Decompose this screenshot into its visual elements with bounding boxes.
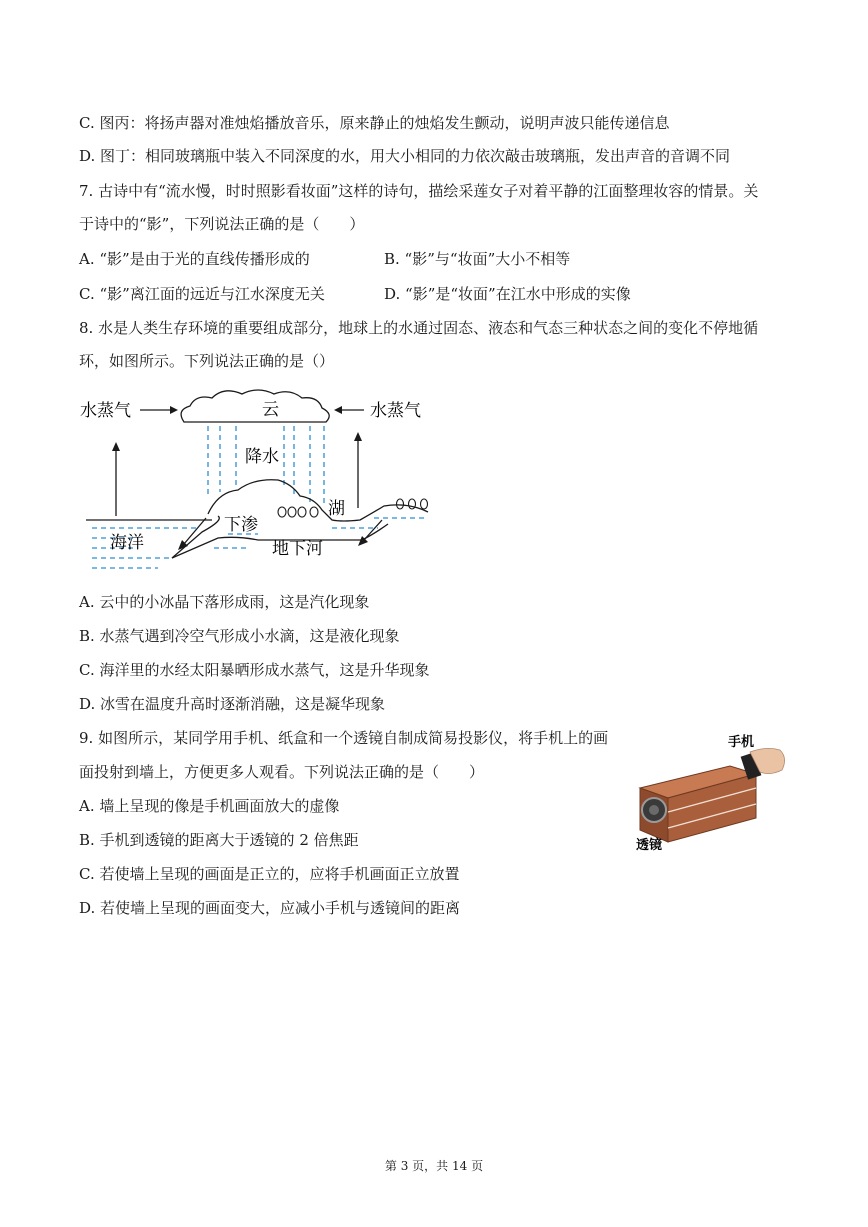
q8-option-d: D. 冰雪在温度升高时逐渐消融，这是凝华现象 (79, 695, 386, 713)
vapor-right-label: 水蒸气 (370, 401, 421, 421)
q8-option-b: B. 水蒸气遇到冷空气形成小水滴，这是液化现象 (79, 627, 400, 645)
q7-option-d: D. “影”是“妆面”在江水中形成的实像 (384, 285, 631, 303)
q9-option-a: A. 墙上呈现的像是手机画面放大的虚像 (79, 797, 340, 815)
vapor-left-label: 水蒸气 (80, 401, 131, 421)
q9-stem-line2: 面投射到墙上，方便更多人观看。下列说法正确的是（ ） (79, 763, 485, 781)
q7-stem-line2: 于诗中的“影”，下列说法正确的是（ ） (79, 215, 365, 233)
q8-option-c: C. 海洋里的水经太阳暴晒形成水蒸气，这是升华现象 (79, 661, 430, 679)
arrow-up-icon (354, 432, 362, 441)
q8-stem-line2: 环，如图所示。下列说法正确的是（） (79, 352, 335, 370)
page-number: 第 3 页，共 14 页 (384, 1159, 484, 1173)
arrow-head-icon (334, 406, 342, 414)
phone-label: 手机 (728, 735, 755, 750)
underground-river-label: 地下河 (272, 539, 323, 559)
q8-option-a: A. 云中的小冰晶下落形成雨，这是汽化现象 (79, 593, 370, 611)
q7-option-c: C. “影”离江面的远近与江水深度无关 (79, 285, 325, 303)
q7-stem-line1: 7. 古诗中有“流水慢，时时照影看妆面”这样的诗句，描绘采莲女子对着平静的江面整理妆容的情景。关 (79, 182, 759, 200)
q6-option-c: C. 图丙：将扬声器对准烛焰播放音乐，原来静止的烛焰发生颤动，说明声波只能传递信息 (79, 114, 670, 132)
q7-option-b: B. “影”与“妆面”大小不相等 (384, 250, 571, 268)
arrow-up-icon (112, 442, 120, 451)
q9-option-d: D. 若使墙上呈现的画面变大，应减小手机与透镜间的距离 (79, 899, 461, 917)
lens-label: 透镜 (636, 838, 663, 852)
arrow-head-icon (170, 406, 178, 414)
projector-photo (632, 728, 792, 852)
cloud-shape (181, 390, 329, 422)
infiltration-label: 下渗 (224, 515, 258, 535)
q9-option-c: C. 若使墙上呈现的画面是正立的，应将手机画面正立放置 (79, 865, 460, 883)
tree-icons (278, 499, 428, 517)
rain-label: 降水 (245, 447, 279, 467)
q9-option-b: B. 手机到透镜的距离大于透镜的 2 倍焦距 (79, 831, 359, 849)
cloud-label: 云 (262, 400, 279, 420)
water-cycle-diagram (78, 388, 440, 578)
q6-option-d: D. 图丁：相同玻璃瓶中装入不同深度的水，用大小相同的力依次敲击玻璃瓶，发出声音的音调不同 (79, 147, 731, 165)
ocean-label: 海洋 (110, 533, 144, 553)
q9-stem-line1: 9. 如图所示，某同学用手机、纸盒和一个透镜自制成简易投影仪，将手机上的画 (79, 729, 609, 747)
q8-stem-line1: 8. 水是人类生存环境的重要组成部分，地球上的水通过固态、液态和气态三种状态之间的变化不停地循 (79, 319, 759, 337)
q7-option-a: A. “影”是由于光的直线传播形成的 (79, 250, 310, 268)
lake-label: 湖 (328, 499, 345, 519)
